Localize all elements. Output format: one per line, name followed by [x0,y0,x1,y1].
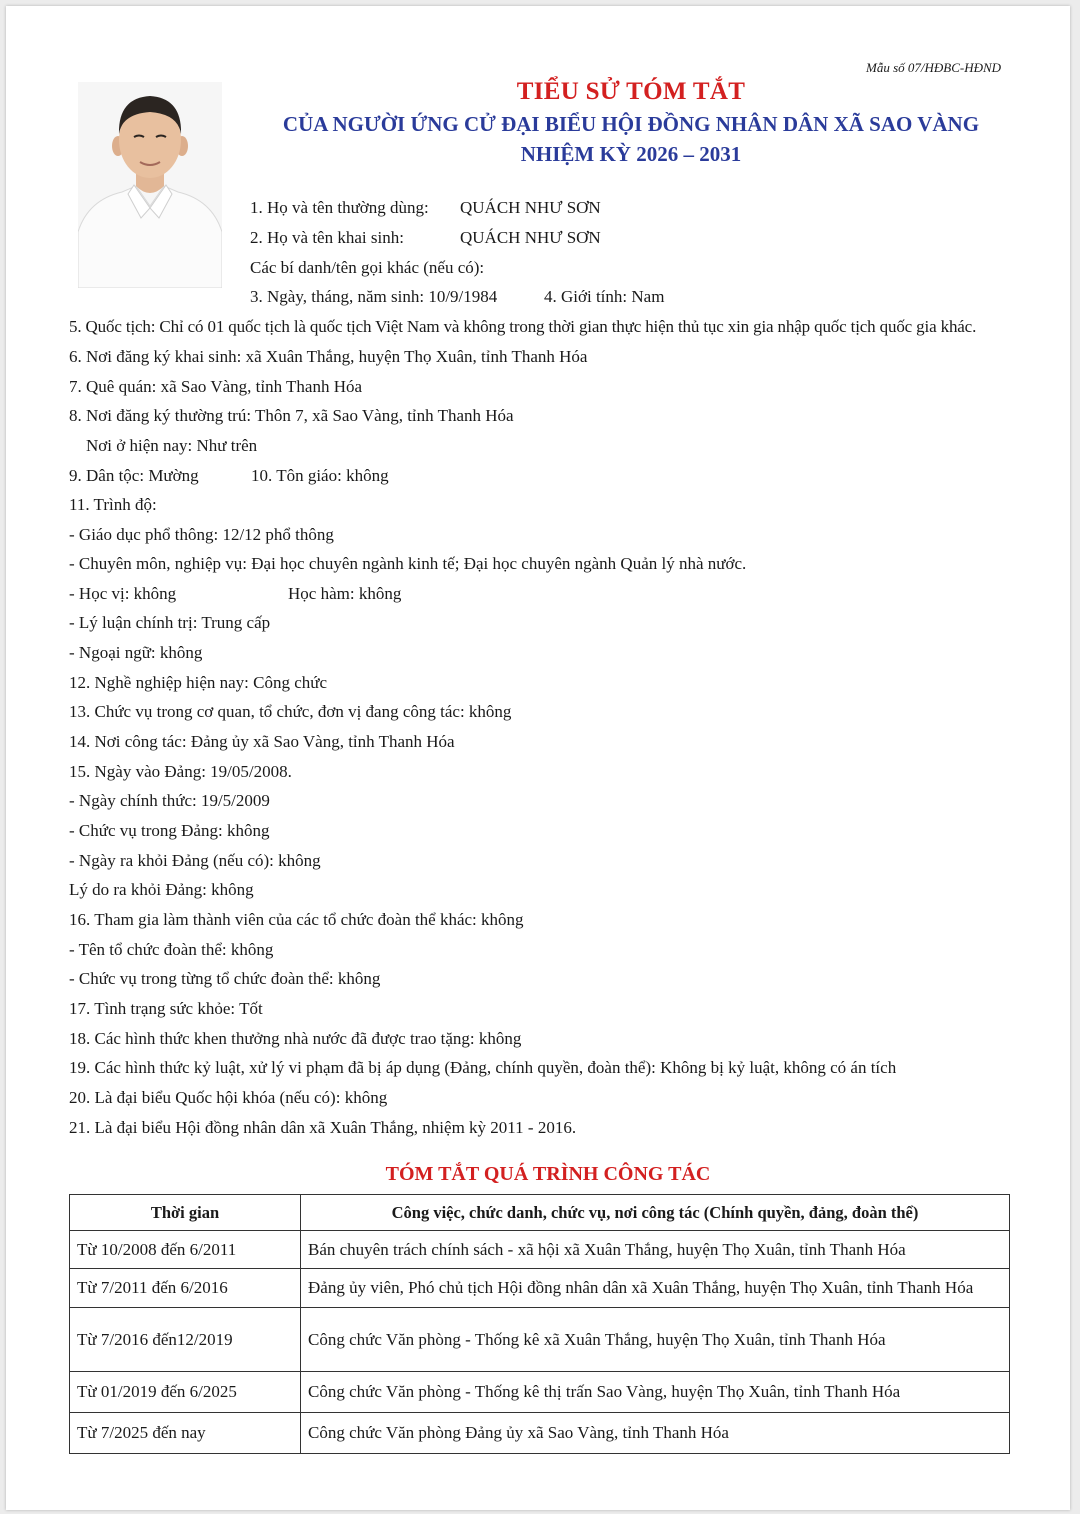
foreign-language-line: - Ngoại ngữ: không [69,643,203,662]
education-heading: 11. Trình độ: [69,495,157,514]
common-name-value: QUÁCH NHƯ SƠN [460,198,601,217]
common-name-label: 1. Họ và tên thường dùng: [250,198,429,217]
permanent-residence-line: 8. Nơi đăng ký thường trú: Thôn 7, xã Sao Vàng, tỉnh Thanh Hóa [69,406,514,425]
period-cell: Từ 01/2019 đến 6/2025 [70,1372,301,1413]
description-cell: Công chức Văn phòng Đảng ủy xã Sao Vàng, tỉnh Thanh Hóa [301,1413,1010,1454]
document-page [6,6,1070,1510]
org-position-line: - Chức vụ trong từng tổ chức đoàn thể: không [69,969,381,988]
discipline-line: 19. Các hình thức kỷ luật, xử lý vi phạm đã bị áp dụng (Đảng, chính quyền, đoàn thể): Không bị kỷ luật, không có án tích [69,1058,897,1077]
gender-line: 4. Giới tính: Nam [544,287,665,306]
ethnicity-line: 9. Dân tộc: Mường [69,466,199,485]
national-assembly-line: 20. Là đại biểu Quốc hội khóa (nếu có): không [69,1088,388,1107]
birth-name-label: 2. Họ và tên khai sinh: [250,228,404,247]
specialization-line: - Chuyên môn, nghiệp vụ: Đại học chuyên ngành kinh tế; Đại học chuyên ngành Quản lý nhà nước. [69,554,747,573]
aliases-line: Các bí danh/tên gọi khác (nếu có): [250,258,485,277]
period-cell: Từ 7/2011 đến 6/2016 [70,1269,301,1308]
birth-name-value: QUÁCH NHƯ SƠN [460,228,601,247]
document-term: NHIỆM KỲ 2026 – 2031 [520,142,742,166]
dob-line: 3. Ngày, tháng, năm sinh: 10/9/1984 [250,287,498,306]
party-leave-reason-line: Lý do ra khỏi Đảng: không [69,880,254,899]
party-position-line: - Chức vụ trong Đảng: không [69,821,270,840]
table-header-row [70,1195,1010,1231]
description-cell: Công chức Văn phòng - Thống kê xã Xuân Thắng, huyện Thọ Xuân, tỉnh Thanh Hóa [301,1308,1010,1372]
form-code: Mẫu số 07/HĐBC-HĐND [866,60,1002,75]
position-line: 13. Chức vụ trong cơ quan, tổ chức, đơn vị đang công tác: không [69,702,512,721]
org-name-line: - Tên tổ chức đoàn thể: không [69,940,274,959]
awards-line: 18. Các hình thức khen thưởng nhà nước đã được trao tặng: không [69,1029,522,1048]
document-subtitle: CỦA NGƯỜI ỨNG CỬ ĐẠI BIỂU HỘI ĐỒNG NHÂN DÂN XÃ SAO VÀNG [282,112,980,136]
table-row [70,1269,1010,1308]
political-theory-line: - Lý luận chính trị: Trung cấp [69,613,271,632]
period-cell: Từ 7/2025 đến nay [70,1413,301,1454]
general-education-line: - Giáo dục phổ thông: 12/12 phổ thông [69,525,334,544]
party-join-line: 15. Ngày vào Đảng: 19/05/2008. [69,762,292,781]
work-history-table [69,1194,1010,1454]
table-row [70,1308,1010,1372]
table-row [70,1231,1010,1269]
header-period: Thời gian [70,1195,301,1231]
academic-title-line: Học hàm: không [288,584,402,603]
header-description: Công việc, chức danh, chức vụ, nơi công tác (Chính quyền, đảng, đoàn thể) [301,1195,1010,1231]
period-cell: Từ 7/2016 đến12/2019 [70,1308,301,1372]
people-council-line: 21. Là đại biểu Hội đồng nhân dân xã Xuân Thắng, nhiệm kỳ 2011 - 2016. [69,1118,577,1137]
current-residence-line: Nơi ở hiện nay: Như trên [86,436,258,455]
workplace-line: 14. Nơi công tác: Đảng ủy xã Sao Vàng, tỉnh Thanh Hóa [69,732,455,751]
religion-line: 10. Tôn giáo: không [251,466,389,485]
candidate-photo [78,82,222,288]
health-line: 17. Tình trạng sức khỏe: Tốt [69,999,263,1018]
period-cell: Từ 10/2008 đến 6/2011 [70,1231,301,1269]
party-official-line: - Ngày chính thức: 19/5/2009 [69,791,270,810]
degree-line: - Học vị: không [69,584,177,603]
nationality-line: 5. Quốc tịch: Chỉ có 01 quốc tịch là quốc tịch Việt Nam và không trong thời gian thực hiện thủ tục xin gia nhập quốc tịch quốc gia khác. [69,317,977,336]
organizations-line: 16. Tham gia làm thành viên của các tổ chức đoàn thể khác: không [69,910,524,929]
party-leave-line: - Ngày ra khỏi Đảng (nếu có): không [69,851,321,870]
birth-registration-line: 6. Nơi đăng ký khai sinh: xã Xuân Thắng, huyện Thọ Xuân, tỉnh Thanh Hóa [69,347,588,366]
occupation-line: 12. Nghề nghiệp hiện nay: Công chức [69,673,328,692]
hometown-line: 7. Quê quán: xã Sao Vàng, tỉnh Thanh Hóa [69,377,363,396]
table-row [70,1372,1010,1413]
description-cell: Bán chuyên trách chính sách - xã hội xã Xuân Thắng, huyện Thọ Xuân, tỉnh Thanh Hóa [301,1231,1010,1269]
portrait-image [78,82,222,288]
work-history-title: TÓM TẮT QUÁ TRÌNH CÔNG TÁC [385,1163,711,1185]
description-cell: Đảng ủy viên, Phó chủ tịch Hội đồng nhân dân xã Xuân Thắng, huyện Thọ Xuân, tỉnh Thanh Hóa [301,1269,1010,1308]
table-row [70,1413,1010,1454]
document-title: TIỂU SỬ TÓM TẮT [516,78,746,105]
description-cell: Công chức Văn phòng - Thống kê thị trấn Sao Vàng, huyện Thọ Xuân, tỉnh Thanh Hóa [301,1372,1010,1413]
